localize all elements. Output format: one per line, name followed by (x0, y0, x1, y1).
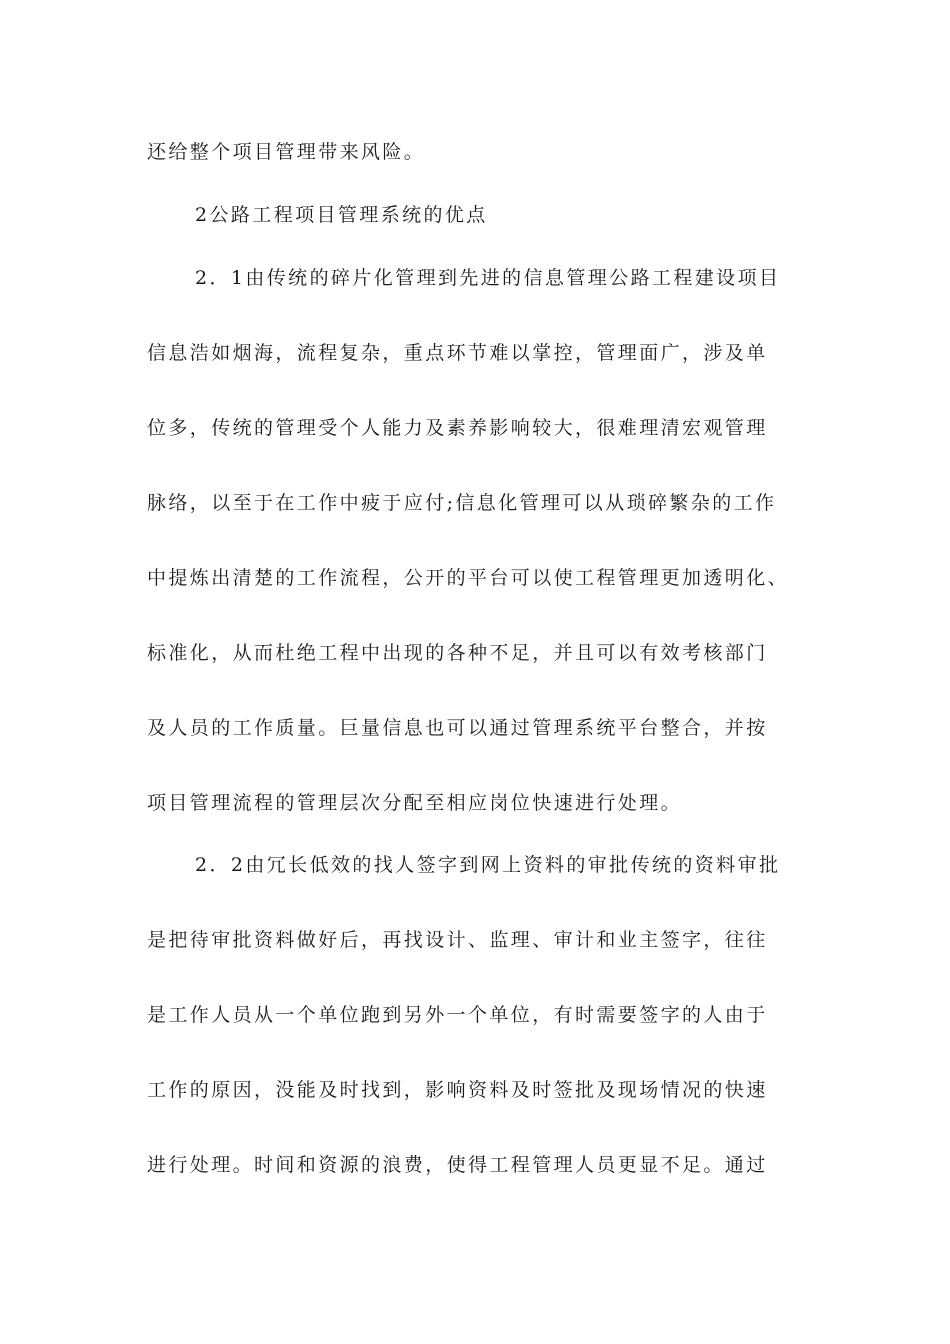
text-line-1: 还给整个项目管理带来风险。 (147, 141, 426, 163)
text-line-5: 位多，传统的管理受个人能力及素养影响较大，很难理清宏观管理 (147, 417, 768, 439)
section-heading: 2公路工程项目管理系统的优点 (195, 204, 488, 226)
text-line-12: 是把待审批资料做好后，再找设计、监理、审计和业主签字，往往 (147, 929, 768, 951)
subsection-heading-2-1: 2．1由传统的碎片化管理到先进的信息管理公路工程建设项目 (195, 267, 781, 289)
text-line-8: 标准化，从而杜绝工程中出现的各种不足，并且可以有效考核部门 (147, 642, 768, 664)
text-line-4: 信息浩如烟海，流程复杂，重点环节难以掌控，管理面广，涉及单 (147, 342, 768, 364)
text-line-13: 是工作人员从一个单位跑到另外一个单位，有时需要签字的人由于 (147, 1004, 768, 1026)
text-line-6: 脉络，以至于在工作中疲于应付;信息化管理可以从琐碎繁杂的工作 (147, 492, 777, 514)
subsection-heading-2-2: 2．2由冗长低效的找人签字到网上资料的审批传统的资料审批 (195, 854, 781, 876)
text-line-10: 项目管理流程的管理层次分配至相应岗位快速进行处理。 (147, 792, 683, 814)
text-line-9: 及人员的工作质量。巨量信息也可以通过管理系统平台整合，并按 (147, 717, 768, 739)
text-line-15: 进行处理。时间和资源的浪费，使得工程管理人员更显不足。通过 (147, 1154, 768, 1176)
text-line-7: 中提炼出清楚的工作流程，公开的平台可以使工程管理更加透明化、 (147, 567, 790, 589)
text-line-14: 工作的原因，没能及时找到，影响资料及时签批及现场情况的快速 (147, 1079, 768, 1101)
